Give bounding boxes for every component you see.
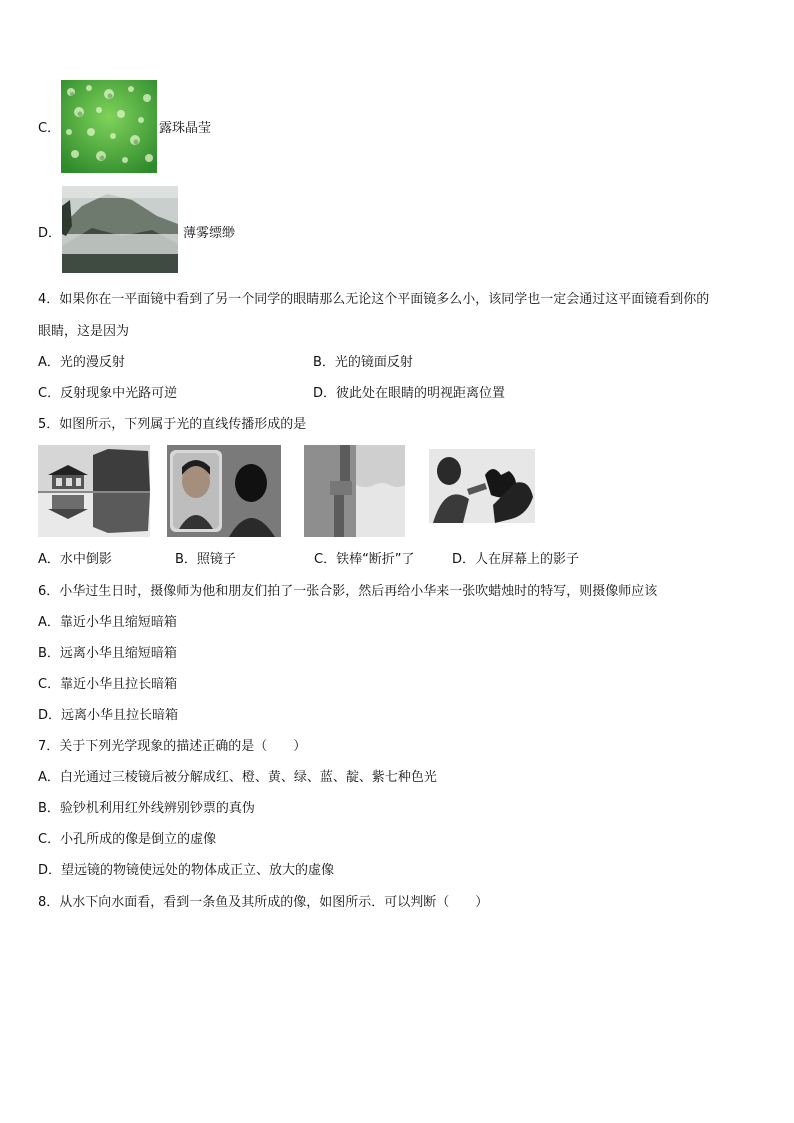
q4-option-d: D．彼此处在眼睛的明视距离位置	[313, 386, 506, 401]
q4-option-b: B．光的镜面反射	[313, 355, 413, 370]
q5-option-b: B．照镜子	[175, 552, 236, 567]
q5-stem: 5．如图所示，下列属于光的直线传播形成的是	[38, 417, 307, 432]
q6-option-c: C．靠近小华且拉长暗箱	[38, 677, 178, 692]
dew-caption: 露珠晶莹	[159, 121, 212, 136]
bent-rod-image	[304, 445, 405, 537]
mist-mountain-image	[62, 186, 178, 273]
q4-stem-line2: 眼睛，这是因为	[38, 324, 130, 339]
option-label-c: C．	[38, 121, 61, 136]
mist-caption: 薄雾缥缈	[183, 226, 236, 241]
q5-option-a: A．水中倒影	[38, 552, 112, 567]
q6-stem: 6．小华过生日时，摄像师为他和朋友们拍了一张合影，然后再给小华来一张吹蜡烛时的特写，则摄像师应该	[38, 584, 658, 599]
dew-leaf-image	[61, 80, 157, 173]
q7-option-b: B．验钞机利用红外线辨别钞票的真伪	[38, 801, 255, 816]
q7-option-a: A．白光通过三棱镜后被分解成红、橙、黄、绿、蓝、靛、紫七种色光	[38, 770, 437, 785]
q7-stem: 7．关于下列光学现象的描述正确的是（ ）	[38, 739, 307, 754]
q6-option-a: A．靠近小华且缩短暗箱	[38, 615, 177, 630]
q6-option-b: B．远离小华且缩短暗箱	[38, 646, 177, 661]
q8-stem: 8．从水下向水面看，看到一条鱼及其所成的像，如图所示．可以判断（ ）	[38, 895, 489, 910]
option-label-d: D．	[38, 226, 62, 241]
q6-option-d: D．远离小华且拉长暗箱	[38, 708, 179, 723]
reflection-pavilion-image	[38, 445, 150, 537]
q4-stem-line1: 4．如果你在一平面镜中看到了另一个同学的眼睛那么无论这个平面镜多么小，该同学也一定会通过这平面镜看到你的	[38, 292, 710, 307]
q7-option-d: D．望远镜的物镜使远处的物体成正立、放大的虚像	[38, 863, 335, 878]
q4-option-c: C．反射现象中光路可逆	[38, 386, 178, 401]
q4-option-a: A．光的漫反射	[38, 355, 125, 370]
q7-option-c: C．小孔所成的像是倒立的虚像	[38, 832, 217, 847]
q5-option-d: D．人在屏幕上的影子	[452, 552, 580, 567]
mirror-boy-image	[167, 445, 281, 537]
q5-option-c: C．铁棒“断折”了	[314, 552, 415, 567]
shadow-hand-image	[429, 449, 535, 523]
